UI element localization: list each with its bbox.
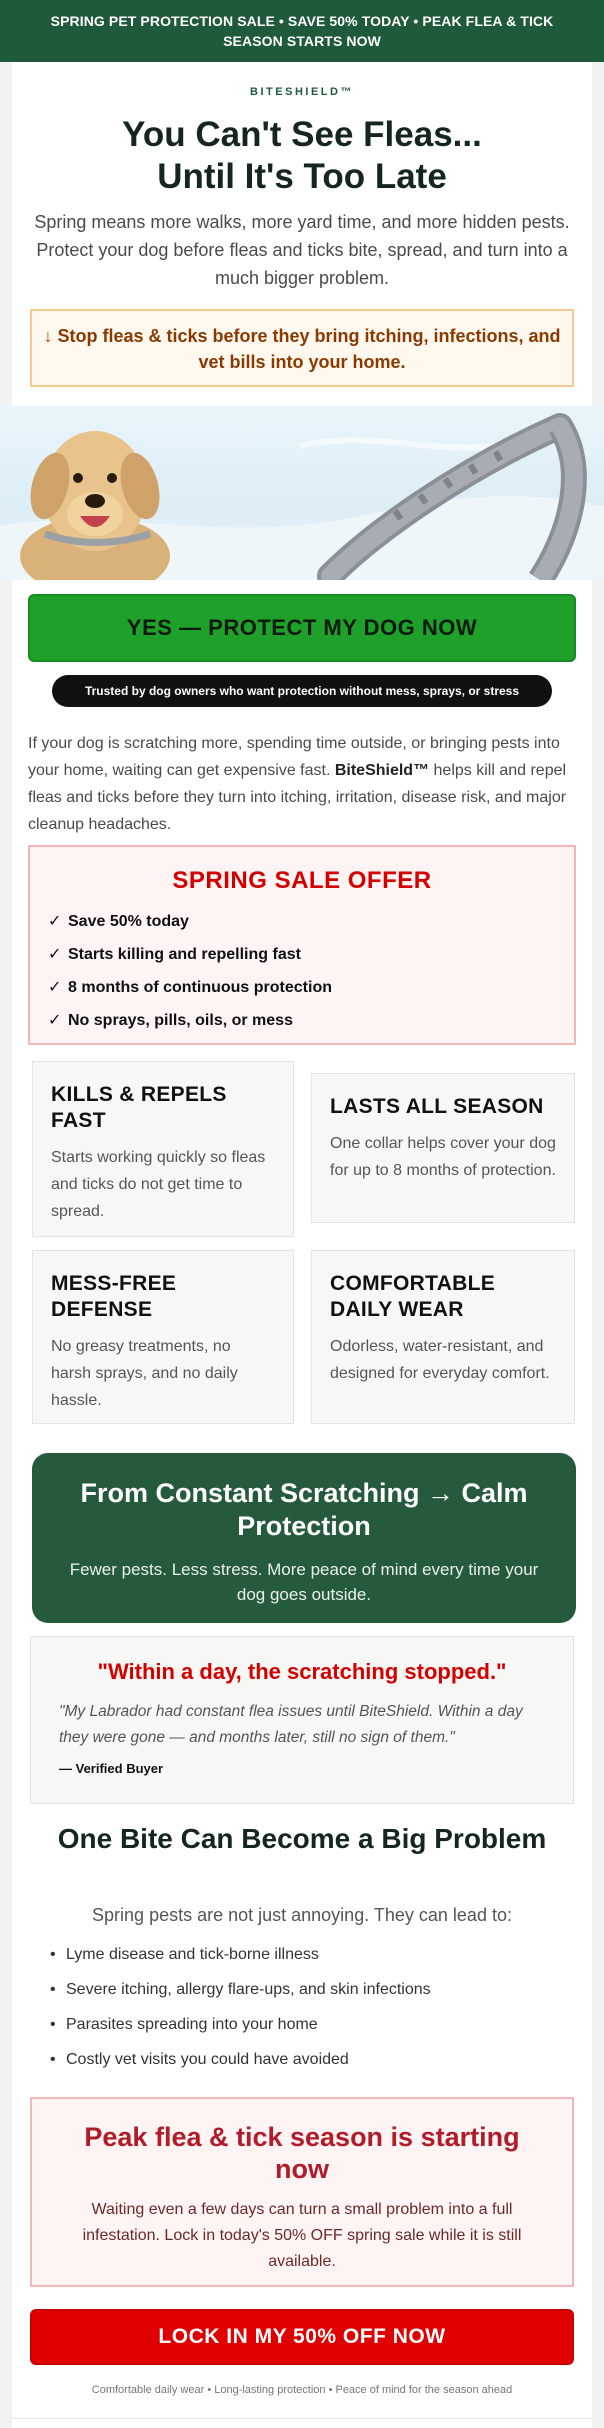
body-text-1: If your dog is scratching more, spending time outside, or bringing pests into your home, waiting can get expensive fast.	[28, 735, 560, 779]
feature-text: No greasy treatments, no harsh sprays, and no daily hassle.	[51, 1338, 238, 1409]
footer-note: Comfortable daily wear • Long-lasting protection • Peace of mind for the season ahead	[91, 2384, 513, 2396]
list-item: • Lyme disease and tick-borne illness	[50, 1937, 570, 1972]
promo-top-bar[interactable]	[0, 0, 604, 62]
check-icon: ✓	[48, 1012, 62, 1029]
offer-list	[48, 905, 574, 1037]
brand-name: BITESHIELD™	[250, 86, 354, 98]
check-icon: ✓	[48, 946, 62, 963]
offer-title: SPRING SALE OFFER	[172, 867, 432, 894]
feature-text: Starts working quickly so fleas and ticks do not get time to spread.	[51, 1149, 266, 1220]
season-title: Peak flea & tick season is starting now	[84, 2122, 520, 2184]
calm-protection-banner	[32, 1453, 576, 1623]
offer-item	[48, 1004, 574, 1037]
lock-in-discount-button[interactable]: LOCK IN MY 50% OFF NOW	[30, 2309, 574, 2365]
feature-card-comfortable	[311, 1250, 575, 1424]
feature-text: Odorless, water-resistant, and designed for everyday comfort.	[330, 1338, 550, 1382]
offer-item-text: Save 50% today	[68, 913, 189, 930]
check-icon: ✓	[48, 979, 62, 996]
check-icon: ✓	[48, 913, 62, 930]
feature-card-kills-repels	[32, 1061, 294, 1237]
alert-box	[30, 309, 574, 387]
spring-sale-offer-box	[28, 845, 576, 1045]
feature-title: LASTS ALL SEASON	[330, 1095, 544, 1118]
testimonial-headline: "Within a day, the scratching stopped."	[97, 1659, 507, 1684]
feature-title: MESS-FREE DEFENSE	[51, 1272, 177, 1321]
offer-item-text: No sprays, pills, oils, or mess	[68, 1012, 293, 1029]
footer-divider	[12, 2418, 592, 2419]
trust-badge: Trusted by dog owners who want protection without mess, sprays, or stress	[52, 675, 552, 707]
season-warning-box	[30, 2097, 574, 2287]
feature-text: One collar helps cover your dog for up to 8 months of protection.	[330, 1135, 556, 1179]
feature-card-mess-free	[32, 1250, 294, 1424]
banner-title: From Constant Scratching → Calm Protection	[80, 1478, 528, 1541]
alert-text: Stop fleas & ticks before they bring itching, infections, and vet bills into your home.	[57, 326, 561, 372]
promo-top-bar-text: SPRING PET PROTECTION SALE • SAVE 50% TODAY • PEAK FLEA & TICK SEASON STARTS NOW	[50, 13, 554, 49]
list-item: • Parasites spreading into your home	[50, 2007, 570, 2042]
offer-item	[48, 938, 574, 971]
offer-item-text: 8 months of continuous protection	[68, 979, 332, 996]
hero-image[interactable]	[0, 406, 604, 580]
list-item: • Costly vet visits you could have avoided	[50, 2042, 570, 2077]
body-text-2: helps kill and repel fleas and ticks before they turn into itching, irritation, disease risk, and major cleanup headaches.	[28, 762, 567, 833]
protect-my-dog-button[interactable]: YES — PROTECT MY DOG NOW	[28, 594, 576, 662]
offer-item-text: Starts killing and repelling fast	[68, 946, 301, 963]
offer-item	[48, 971, 574, 1004]
testimonial-card	[30, 1636, 574, 1804]
banner-text: Fewer pests. Less stress. More peace of mind every time your dog goes outside.	[69, 1560, 539, 1604]
list-item: • Severe itching, allergy flare-ups, and skin infections	[50, 1972, 570, 2007]
feature-card-lasts-all-season	[311, 1073, 575, 1223]
page-headline	[0, 114, 604, 198]
problem-title: One Bite Can Become a Big Problem	[57, 1823, 547, 1854]
headline-line-2: Until It's Too Late	[157, 157, 447, 196]
testimonial-author: — Verified Buyer	[59, 1761, 164, 1776]
problem-subtitle: Spring pests are not just annoying. They can lead to:	[92, 1905, 512, 1925]
testimonial-quote: "My Labrador had constant flea issues until BiteShield. Within a day they were gone — and months later, still no sign of them."	[59, 1703, 523, 1746]
feature-title: COMFORTABLE DAILY WEAR	[330, 1272, 496, 1321]
body-brand: BiteShield™	[334, 762, 430, 779]
season-text: Waiting even a few days can turn a small problem into a full infestation. Lock in today's 50% OFF spring sale while it is still available.	[82, 2201, 522, 2270]
headline-line-1: You Can't See Fleas...	[122, 115, 482, 154]
problem-list	[50, 1937, 570, 2077]
feature-title: KILLS & REPELS FAST	[51, 1083, 227, 1132]
body-paragraph	[28, 730, 576, 838]
page-subtitle: Spring means more walks, more yard time, and more hidden pests. Protect your dog before fleas and ticks bite, spread, and turn into a much bigger problem.	[34, 212, 570, 288]
offer-item	[48, 905, 574, 938]
arrow-down-icon: ↓	[43, 326, 53, 346]
dog-with-collar-illustration	[0, 406, 604, 580]
